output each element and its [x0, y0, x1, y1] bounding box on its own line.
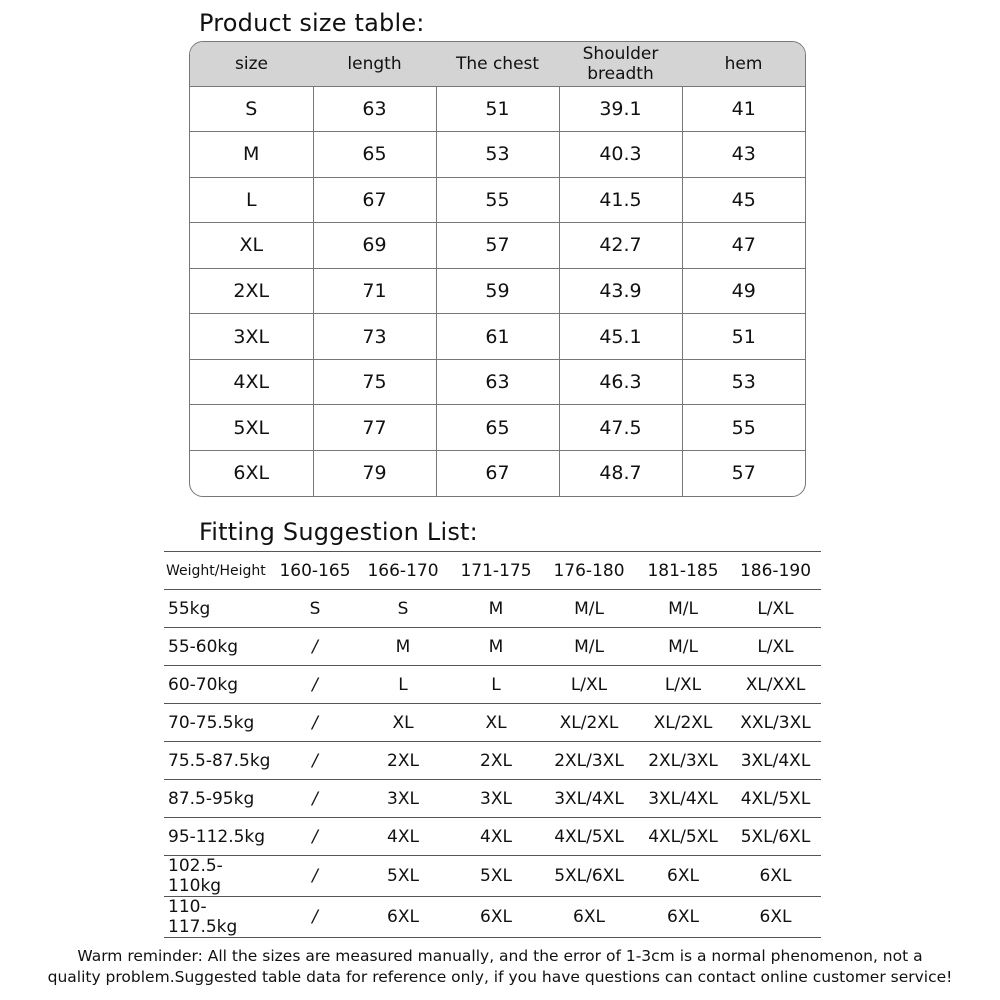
weight-range-cell: 70-75.5kg [168, 712, 255, 733]
size-table-row [190, 177, 805, 223]
measurement-cell: 40.3 [559, 132, 682, 178]
measurement-cell: 69 [313, 223, 436, 269]
suggested-size-cell: 5XL [480, 866, 512, 886]
measurement-cell: 57 [682, 450, 805, 496]
fit-table-row [164, 780, 821, 818]
suggested-size-cell: 2XL [387, 750, 419, 771]
suggested-size-cell: / [312, 674, 318, 695]
fit-table-row [164, 590, 821, 628]
suggested-size-cell: 2XL/3XL [648, 750, 718, 771]
weight-range-cell: 60-70kg [168, 674, 239, 695]
measurement-cell: 67 [436, 450, 559, 496]
suggested-size-cell: L/XL [757, 636, 794, 657]
size-label-cell: XL [190, 223, 313, 269]
suggested-size-cell: 6XL [667, 907, 699, 927]
suggested-size-cell: L [491, 674, 501, 695]
measurement-cell: 57 [436, 223, 559, 269]
suggested-size-cell: 6XL [667, 866, 699, 886]
height-header: 186-190 [739, 560, 812, 581]
suggested-size-cell: 3XL/4XL [740, 750, 811, 771]
product-size-table [189, 41, 806, 497]
measurement-cell: 41 [682, 86, 805, 132]
measurement-cell: 59 [436, 268, 559, 314]
measurement-cell: 63 [313, 86, 436, 132]
measurement-cell: 71 [313, 268, 436, 314]
suggested-size-cell: 4XL/5XL [554, 826, 624, 847]
measurement-cell: 73 [313, 314, 436, 360]
suggested-size-cell: 6XL [387, 907, 419, 927]
suggested-size-cell: 6XL [759, 866, 792, 886]
suggested-size-cell: 6XL [759, 907, 792, 927]
height-header: 176-180 [553, 560, 625, 581]
size-label-cell: 2XL [190, 268, 313, 314]
suggested-size-cell: / [312, 866, 318, 886]
size-label-cell: L [190, 177, 313, 223]
size-table-row [190, 450, 805, 496]
suggested-size-cell: 6XL [480, 907, 512, 927]
measurement-cell: 51 [682, 314, 805, 360]
suggested-size-cell: M [488, 636, 504, 657]
weight-range-cell: 102.5-110kg [168, 856, 223, 896]
suggested-size-cell: / [312, 907, 318, 927]
column-header-shoulder-breadth: Shoulder breadth [582, 43, 659, 84]
suggested-size-cell: / [312, 788, 318, 809]
suggested-size-cell: 4XL [387, 826, 419, 847]
measurement-cell: 75 [313, 359, 436, 405]
size-label-cell: 4XL [190, 359, 313, 405]
weight-range-cell: 110-117.5kg [168, 897, 238, 937]
footer-line: quality problem.Suggested table data for reference only, if you have questions can contact online customer service! [47, 968, 953, 986]
size-table-row [190, 132, 805, 178]
suggested-size-cell: M/L [574, 636, 604, 657]
suggested-size-cell: 3XL/4XL [554, 788, 624, 809]
suggested-size-cell: L/XL [757, 598, 794, 619]
height-header: 171-175 [460, 560, 532, 581]
fitting-suggestion-title: Fitting Suggestion List: [199, 518, 478, 546]
suggested-size-cell: 5XL/6XL [740, 826, 811, 847]
suggested-size-cell: M [488, 598, 504, 619]
fit-table-row [164, 704, 821, 742]
measurement-cell: 65 [313, 132, 436, 178]
measurement-cell: 51 [436, 86, 559, 132]
measurement-cell: 46.3 [559, 359, 682, 405]
size-label-cell: 5XL [190, 405, 313, 451]
size-table-row [190, 268, 805, 314]
suggested-size-cell: S [397, 598, 409, 619]
suggested-size-cell: XL [392, 712, 414, 733]
weight-range-cell: 95-112.5kg [168, 826, 266, 847]
measurement-cell: 47 [682, 223, 805, 269]
suggested-size-cell: / [312, 750, 318, 771]
suggested-size-cell: 4XL/5XL [740, 788, 811, 809]
suggested-size-cell: XL [485, 712, 507, 733]
measurement-cell: 41.5 [559, 177, 682, 223]
measurement-cell: 45.1 [559, 314, 682, 360]
size-table-row [190, 405, 805, 451]
measurement-cell: 63 [436, 359, 559, 405]
suggested-size-cell: M/L [574, 598, 604, 619]
fit-table-row [164, 628, 821, 666]
measurement-cell: 48.7 [559, 450, 682, 496]
suggested-size-cell: L [398, 674, 408, 695]
fit-table-row [164, 818, 821, 856]
suggested-size-cell: M/L [668, 598, 698, 619]
size-label-cell: M [190, 132, 313, 178]
measurement-cell: 39.1 [559, 86, 682, 132]
measurement-cell: 43.9 [559, 268, 682, 314]
size-table-row [190, 314, 805, 360]
height-header: 166-170 [367, 560, 439, 581]
weight-range-cell: 55-60kg [168, 636, 239, 657]
suggested-size-cell: 3XL [387, 788, 419, 809]
suggested-size-cell: 3XL [480, 788, 512, 809]
size-table-row [190, 359, 805, 405]
measurement-cell: 65 [436, 405, 559, 451]
suggested-size-cell: / [312, 636, 318, 657]
suggested-size-cell: M [395, 636, 411, 657]
measurement-cell: 55 [682, 405, 805, 451]
measurement-cell: 49 [682, 268, 805, 314]
column-header-length: length [347, 53, 402, 74]
suggested-size-cell: 5XL/6XL [554, 866, 624, 886]
fit-table-row [164, 897, 821, 938]
warm-reminder-note [20, 946, 980, 988]
suggested-size-cell: XL/2XL [653, 712, 713, 733]
measurement-cell: 79 [313, 450, 436, 496]
suggested-size-cell: / [312, 712, 318, 733]
suggested-size-cell: 4XL/5XL [648, 826, 718, 847]
column-header-size: size [235, 53, 268, 74]
measurement-cell: 53 [436, 132, 559, 178]
height-header: 181-185 [647, 560, 719, 581]
size-label-cell: 6XL [190, 450, 313, 496]
size-label-cell: 3XL [190, 314, 313, 360]
fit-table-row [164, 856, 821, 897]
suggested-size-cell: 2XL/3XL [554, 750, 624, 771]
size-table-row [190, 223, 805, 269]
suggested-size-cell: L/XL [664, 674, 702, 695]
measurement-cell: 45 [682, 177, 805, 223]
measurement-cell: 42.7 [559, 223, 682, 269]
measurement-cell: 55 [436, 177, 559, 223]
measurement-cell: 53 [682, 359, 805, 405]
weight-range-cell: 75.5-87.5kg [168, 750, 271, 771]
suggested-size-cell: 4XL [480, 826, 512, 847]
fit-table-row [164, 742, 821, 780]
suggested-size-cell: 5XL [387, 866, 419, 886]
size-table-title: Product size table: [199, 9, 425, 37]
measurement-cell: 67 [313, 177, 436, 223]
suggested-size-cell: M/L [668, 636, 698, 657]
weight-range-cell: 87.5-95kg [168, 788, 255, 809]
fit-table-row [164, 666, 821, 704]
footer-line: Warm reminder: All the sizes are measured manually, and the error of 1-3cm is a normal phenomenon, not a [77, 947, 923, 965]
suggested-size-cell: S [309, 598, 321, 619]
weight-height-label: Weight/Height [166, 562, 266, 579]
height-header: 160-165 [279, 560, 351, 581]
measurement-cell: 77 [313, 405, 436, 451]
fit-table-header-row [164, 552, 821, 590]
suggested-size-cell: XL/XXL [745, 674, 806, 695]
suggested-size-cell: / [312, 826, 318, 847]
suggested-size-cell: L/XL [570, 674, 608, 695]
suggested-size-cell: XL/2XL [559, 712, 619, 733]
size-table-header-row [190, 42, 805, 86]
measurement-cell: 47.5 [559, 405, 682, 451]
size-label-cell: S [190, 86, 313, 132]
suggested-size-cell: 2XL [480, 750, 512, 771]
column-header-hem: hem [724, 53, 763, 74]
fitting-suggestion-table [164, 551, 821, 938]
column-header-chest: The chest [455, 53, 540, 74]
measurement-cell: 61 [436, 314, 559, 360]
size-table-row [190, 86, 805, 132]
measurement-cell: 43 [682, 132, 805, 178]
weight-range-cell: 55kg [168, 598, 211, 619]
suggested-size-cell: XXL/3XL [740, 712, 811, 733]
suggested-size-cell: 3XL/4XL [648, 788, 718, 809]
suggested-size-cell: 6XL [573, 907, 605, 927]
